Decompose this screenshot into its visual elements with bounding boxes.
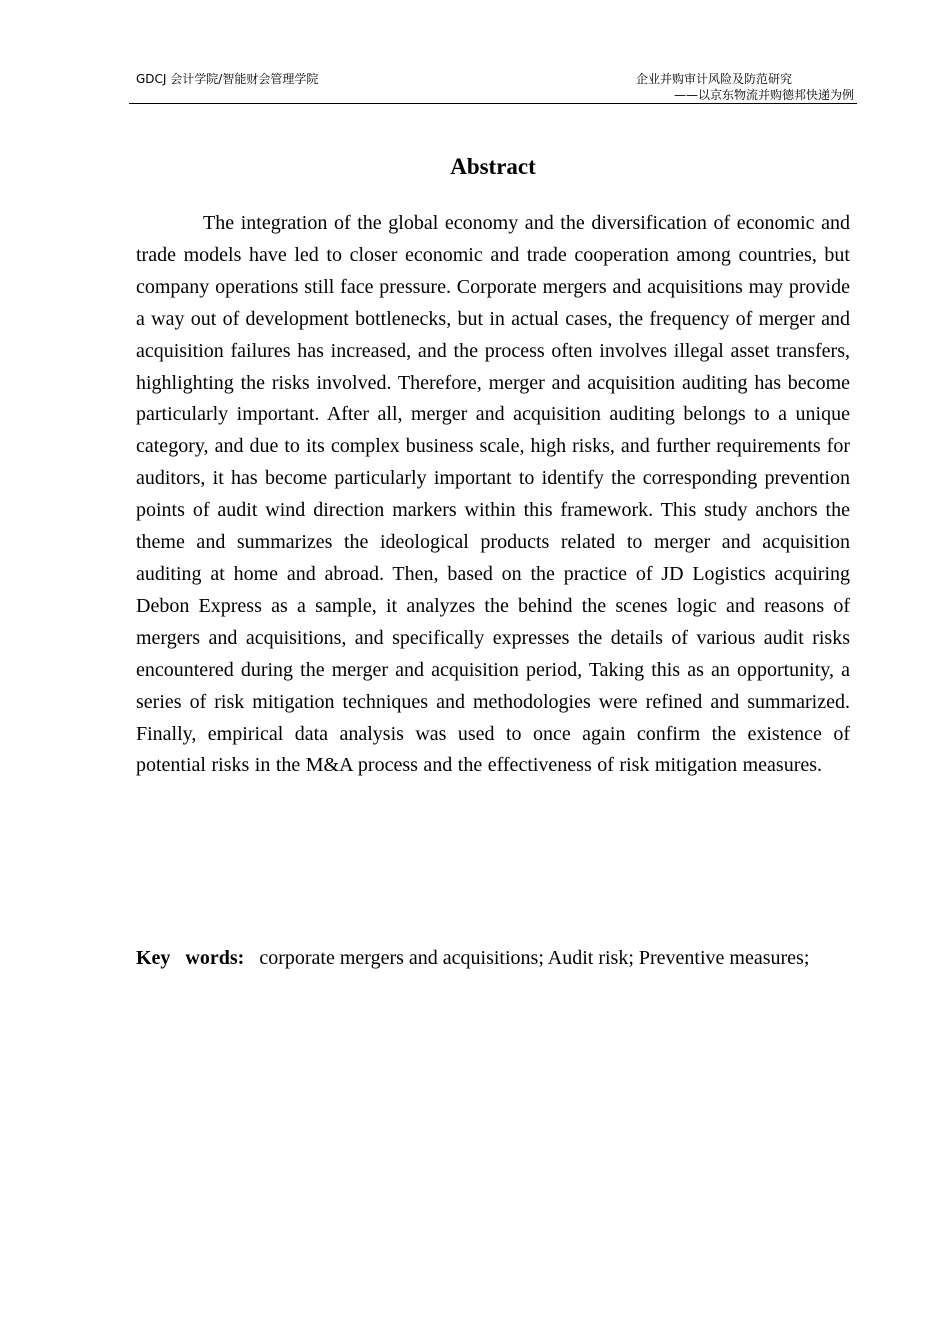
abstract-body: The integration of the global economy and the diversification of economic and trade models have led to closer economic and trade cooperation among countries, but company operations still face pressure. Corporate mergers and acquisitions may provide a way out of development bottlenecks, but in actual cases, the frequency of merger and acquisition failures has increased, and the process often involves illegal asset transfers, highlighting the risks involved. Therefore, merger and acquisition auditing has become particularly important. After all, merger and acquisition auditing belongs to a unique category, and due to its complex business scale, high risks, and further requirements for auditors, it has become particularly important to identify the corresponding prevention points of audit wind direction markers within this framework. This study anchors the theme and summarizes the ideological products related to merger and acquisition auditing at home and abroad. Then, based on the practice of JD Logistics acquiring Debon Express as a sample, it analyzes the behind the scenes logic and reasons of mergers and acquisitions, and specifically expresses the details of various audit risks encountered during the merger and acquisition period, Taking this as an opportunity, a series of risk mitigation techniques and methodologies were refined and summarized. Finally, empirical data analysis was used to once again confirm the existence of potential risks in the M&A process and the effectiveness of risk mitigation measures. [136,212,850,777]
header-divider [129,103,857,104]
abstract-heading: Abstract [450,154,536,179]
keywords-label: Key words: [136,947,245,969]
running-header-title-main: 企业并购审计风险及防范研究 [635,72,792,86]
keywords-paragraph [136,942,850,974]
keywords-text: corporate mergers and acquisitions; Audit risk; Preventive measures; [259,947,810,969]
running-header-title-subtitle: ——以京东物流并购德邦快递为例 [673,88,854,102]
running-header-institution: GDCJ 会计学院/智能财会管理学院 [136,72,319,86]
running-header-thesis-title [636,71,854,103]
